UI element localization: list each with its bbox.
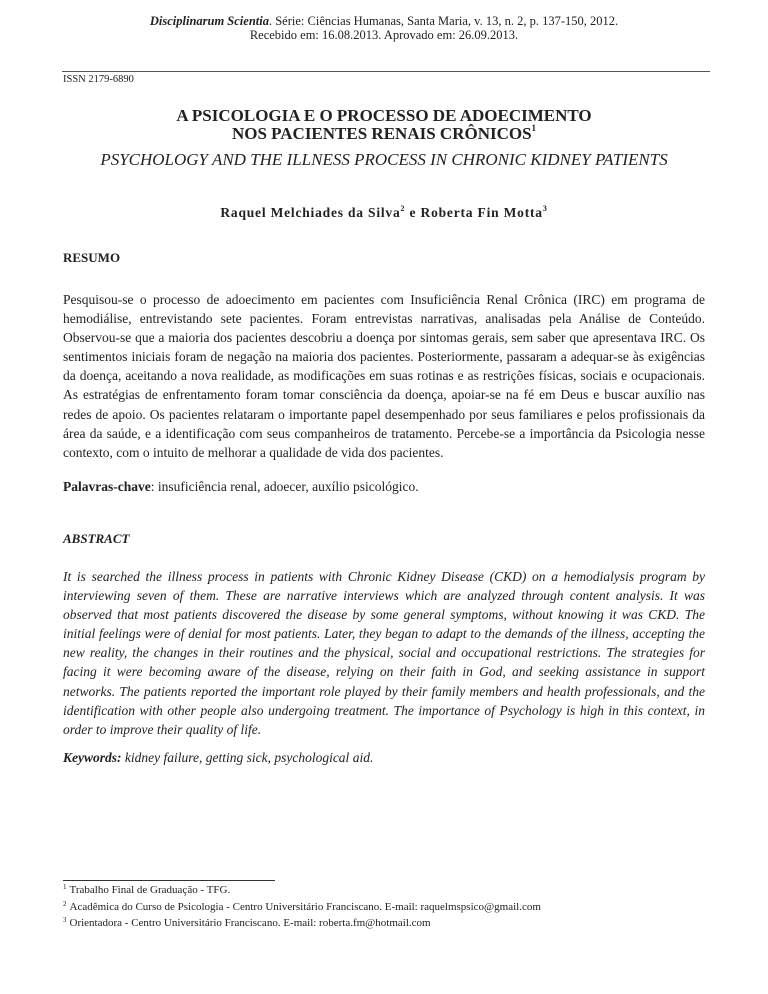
palavras-chave-label: Palavras-chave [63, 479, 151, 494]
palavras-chave [63, 479, 419, 495]
footnote-2 [63, 901, 541, 914]
abstract-heading: ABSTRACT [63, 531, 130, 546]
received-approved-dates: Recebido em: 16.08.2013. Aprovado em: 26.09.2013. [249, 28, 519, 42]
footnote-3-text: Orientadora - Centro Universitário Franciscano. E-mail: roberta.fm@hotmail.com [69, 917, 431, 929]
running-header [0, 14, 768, 28]
footnote-1-num: 1 [63, 883, 67, 891]
author-2: Roberta Fin Motta [420, 205, 543, 220]
author-1-ref: 2 [400, 204, 406, 213]
title-line-2 [0, 124, 768, 143]
title-footnote-ref: 1 [531, 123, 537, 133]
author-1: Raquel Melchiades da Silva [220, 205, 401, 220]
keywords-list: kidney failure, getting sick, psychological aid. [121, 750, 374, 765]
series-info: . Série: Ciências Humanas, Santa Maria, v. 13, n. 2, p. 137-150, 2012. [268, 14, 619, 28]
footnote-1-text: Trabalho Final de Graduação - TFG. [69, 884, 231, 896]
footnote-3-num: 3 [63, 916, 67, 924]
resumo-text: Pesquisou-se o processo de adoecimento em pacientes com Insuficiência Renal Crônica (IRC) em programa de hemodiálise, entrevistando sete pacientes. Foram entrevistas narrativas, analisadas pela Análise de Conteúdo. Observou-se que a maioria dos pacientes descobriu a doença por sintomas gerais, sem saber que apresentava IRC. Os sentimentos iniciais foram de negação na maioria dos pacientes. Posteriormente, passaram a adequar-se às exigências da doença, aceitando a nova realidade, as modificações em suas rotinas e as restrições físicas, sociais e ocupacionais. As estratégias de enfrentamento foram tomar consciência da doença, apoiar-se na fé em Deus e buscar auxílio nas redes de apoio. Os pacientes relataram o importante papel desempenhado por seus familiares e pelos profissionais da área da saúde, e a identificação com seus companheiros de tratamento. Percebe-se a importância da Psicologia nesse contexto, com o intuito de melhorar a qualidade de vida dos pacientes. [63, 292, 705, 460]
issn: ISSN 2179-6890 [63, 74, 134, 85]
footnote-3 [63, 917, 431, 930]
title-line-1: A PSICOLOGIA E O PROCESSO DE ADOECIMENTO [176, 106, 592, 125]
keywords-label: Keywords: [63, 750, 122, 765]
keywords [63, 750, 373, 766]
footnote-1 [63, 884, 230, 897]
palavras-chave-list: : insuficiência renal, adoecer, auxílio psicológico. [150, 479, 419, 494]
title-line-2-text: NOS PACIENTES RENAIS CRÔNICOS [231, 124, 532, 143]
author-2-ref: 3 [542, 204, 548, 213]
footnote-2-text: Acadêmica do Curso de Psicologia - Centro Universitário Franciscano. E-mail: raquelmspsico@gmail.com [69, 901, 541, 913]
abstract-text: It is searched the illness process in patients with Chronic Kidney Disease (CKD) on a hemodialysis program by interviewing seven of them. These are narrative interviews which are analyzed through content analysis. It was observed that most patients discovered the disease by some general symptoms, without knowing it was CKD. The initial feelings were of denial for most patients. Later, they began to adapt to the demands of the illness, accepting the new reality, the changes in their routines and the physical, social and occupational restrictions. The strategies for facing it were becoming aware of the disease, relying on their faith in God, and seeking assistance in support networks. The patients reported the important role played by their family members and health professionals, and the identification with other people also undergoing treatment. The importance of Psychology is high in this context, in order to improve their quality of life. [63, 569, 705, 737]
resumo-heading: RESUMO [63, 250, 121, 265]
footnote-rule [63, 880, 275, 881]
authors [0, 205, 768, 221]
journal-name: Disciplinarum Scientia [149, 14, 269, 28]
author-connector: e [405, 205, 421, 220]
footnote-2-num: 2 [63, 900, 67, 908]
header-rule [62, 71, 710, 72]
english-title: PSYCHOLOGY AND THE ILLNESS PROCESS IN CHRONIC KIDNEY PATIENTS [100, 150, 668, 169]
